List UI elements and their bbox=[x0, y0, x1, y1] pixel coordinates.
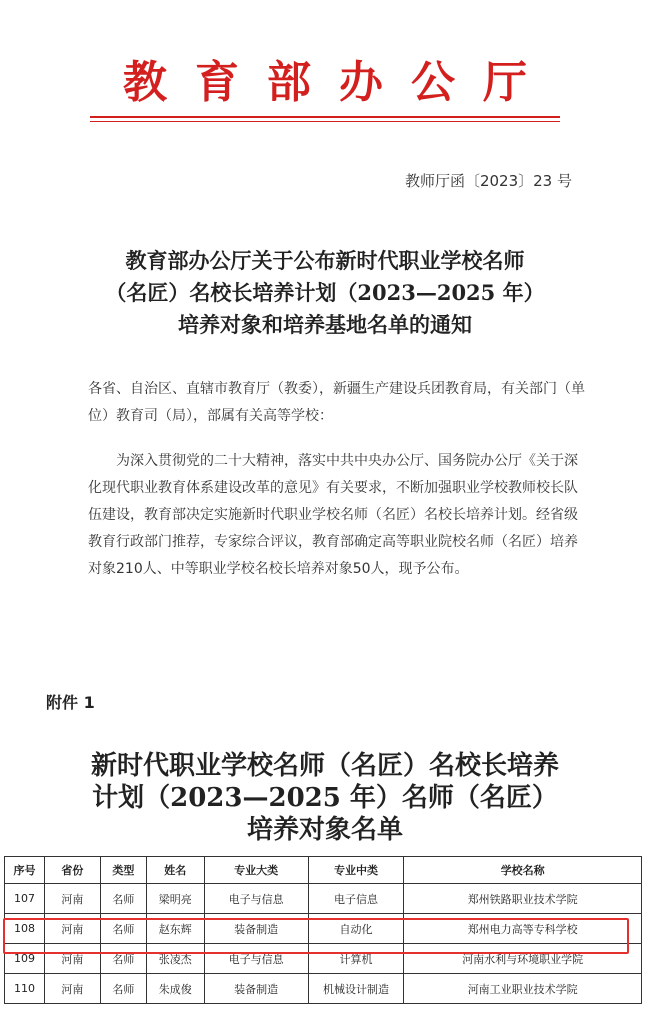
cell-province: 河南 bbox=[44, 974, 100, 1004]
notice-title-line: 教育部办公厅关于公布新时代职业学校名师 bbox=[125, 248, 525, 273]
table-row bbox=[5, 944, 642, 974]
cell-name: 梁明亮 bbox=[146, 884, 204, 914]
cell-type: 名师 bbox=[100, 884, 146, 914]
table-row bbox=[5, 884, 642, 914]
cell-major-category: 电子与信息 bbox=[204, 884, 308, 914]
salutation: 各省、自治区、直辖市教育厅（教委），新疆生产建设兵团教育局，有关部门（单位）教育司（局），部属有关高等学校： bbox=[88, 381, 585, 424]
cell-index: 108 bbox=[5, 914, 45, 944]
body-paragraph: 为深入贯彻党的二十大精神，落实中共中央办公厅、国务院办公厅《关于深化现代职业教育体系建设改革的意见》有关要求，不断加强职业学校教师校长队伍建设，教育部决定实施新时代职业学校名师（名匠）名校长培养计划。经省级教育行政部门推荐，专家综合评议，教育部确定高等职业院校名师（名匠）培养对象210人、中等职业学校名校长培养对象50人，现予公布。 bbox=[88, 453, 578, 577]
header-cell-major-subcategory: 专业中类 bbox=[308, 857, 404, 884]
cell-school: 郑州电力高等专科学校 bbox=[404, 914, 642, 944]
notice-title-line: （名匠）名校长培养计划（2023—2025 年） bbox=[105, 280, 545, 305]
cell-index: 107 bbox=[5, 884, 45, 914]
cell-province: 河南 bbox=[44, 914, 100, 944]
cell-major-subcategory: 机械设计制造 bbox=[308, 974, 404, 1004]
office-name-header: 教育部办公厅 bbox=[123, 57, 555, 108]
table-row bbox=[5, 974, 642, 1004]
attachment-label: 附件 1 bbox=[46, 693, 95, 712]
notice-title-line: 培养对象和培养基地名单的通知 bbox=[178, 312, 472, 337]
cell-major-subcategory: 电子信息 bbox=[308, 884, 404, 914]
cell-type: 名师 bbox=[100, 974, 146, 1004]
header-cell-major-category: 专业大类 bbox=[204, 857, 308, 884]
notice-title bbox=[40, 245, 610, 341]
list-title bbox=[20, 750, 630, 846]
cell-province: 河南 bbox=[44, 944, 100, 974]
cell-major-category: 电子与信息 bbox=[204, 944, 308, 974]
cell-major-category: 装备制造 bbox=[204, 914, 308, 944]
cell-index: 109 bbox=[5, 944, 45, 974]
header-cell-province: 省份 bbox=[44, 857, 100, 884]
notice-body bbox=[88, 448, 588, 583]
header-cell-school: 学校名称 bbox=[404, 857, 642, 884]
header-cell-name: 姓名 bbox=[146, 857, 204, 884]
list-title-line: 计划（2023—2025 年）名师（名匠） bbox=[92, 783, 558, 813]
table-row-highlighted bbox=[5, 914, 642, 944]
cell-major-subcategory: 自动化 bbox=[308, 914, 404, 944]
cell-type: 名师 bbox=[100, 914, 146, 944]
cell-major-subcategory: 计算机 bbox=[308, 944, 404, 974]
cell-name: 赵东辉 bbox=[146, 914, 204, 944]
header-cell-index: 序号 bbox=[5, 857, 45, 884]
cell-name: 张凌杰 bbox=[146, 944, 204, 974]
cell-school: 河南水利与环境职业学院 bbox=[404, 944, 642, 974]
table-header-row bbox=[5, 857, 642, 884]
roster-table bbox=[4, 856, 642, 1004]
cell-index: 110 bbox=[5, 974, 45, 1004]
list-title-line: 新时代职业学校名师（名匠）名校长培养 bbox=[90, 751, 559, 781]
cell-major-category: 装备制造 bbox=[204, 974, 308, 1004]
document-number: 教师厅函〔2023〕23 号 bbox=[404, 172, 572, 190]
cell-school: 郑州铁路职业技术学院 bbox=[404, 884, 642, 914]
cell-type: 名师 bbox=[100, 944, 146, 974]
header-cell-type: 类型 bbox=[100, 857, 146, 884]
cell-province: 河南 bbox=[44, 884, 100, 914]
cell-school: 河南工业职业技术学院 bbox=[404, 974, 642, 1004]
header-divider bbox=[90, 116, 560, 118]
list-title-line: 培养对象名单 bbox=[246, 815, 403, 845]
cell-name: 朱成俊 bbox=[146, 974, 204, 1004]
header-divider-thin bbox=[90, 121, 560, 122]
